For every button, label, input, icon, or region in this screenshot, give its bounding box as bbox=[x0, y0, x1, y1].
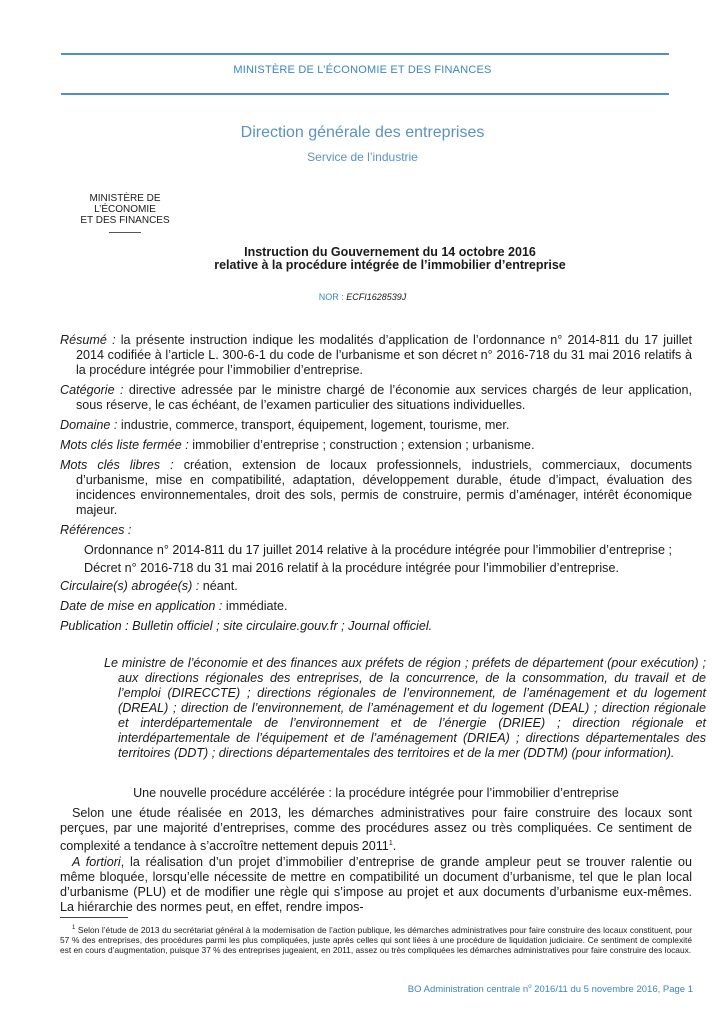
meta-references bbox=[60, 523, 692, 538]
service-subtitle: Service de l’industrie bbox=[307, 150, 418, 164]
footer-bulletin: BO Administration centrale n bbox=[407, 984, 529, 996]
footnote-number: 1 bbox=[72, 925, 76, 931]
addressee-paragraph: Le ministre de l’économie et des finances aux préfets de région ; préfets de département (pour exécution) ; aux directions régionales des entreprises, de la concurrence, de la consommation, du travail et de l’emploi (DIRECCTE) ; directions régionales de l’environnement, de l’aménagement et du logement (DREAL) ; direction de l’environnement, de l’aménagement et du logement (DEAL) ; direction régionale et interdépartementale de l’environnement et de l’énergie (DRIEE) ; direction régionale et interdépartementale de l’équipement et de l’aménagement (DRIEA) ; directions départementales des territoires (DDT) ; directions départementales des territoires et de la mer (DDTM) (pour information). bbox=[104, 656, 706, 760]
meta-categorie bbox=[60, 383, 692, 413]
meta-date-application bbox=[60, 599, 692, 614]
ministry-block-separator bbox=[109, 232, 141, 233]
ministry-block-line2: ET DES FINANCES bbox=[80, 215, 170, 226]
meta-mots-cles-fermee-label: Mots clés liste fermée : bbox=[60, 438, 189, 452]
meta-circulaires-label: Circulaire(s) abrogée(s) : bbox=[60, 579, 200, 593]
meta-circulaires-text: néant. bbox=[202, 579, 238, 593]
section-heading: Une nouvelle procédure accélérée : la procédure intégrée pour l’immobilier d’entreprise bbox=[133, 786, 619, 800]
meta-mots-cles-fermee bbox=[60, 438, 692, 453]
metadata-block bbox=[60, 333, 692, 639]
ministry-block-line1: MINISTÈRE DE L’ÉCONOMIE bbox=[89, 193, 161, 215]
meta-categorie-text: directive adressée par le ministre chargé de l’économie aux services chargés de leur application, sous réserve, le cas échéant, de l’examen particulier des situations individuelles. bbox=[76, 383, 692, 412]
meta-date-application-text: immédiate. bbox=[225, 599, 288, 613]
ministry-block bbox=[60, 193, 190, 233]
meta-domaine-text: industrie, commerce, transport, équipement, logement, tourisme, mer. bbox=[120, 418, 510, 432]
meta-resume bbox=[60, 333, 692, 378]
meta-categorie-label: Catégorie : bbox=[60, 383, 124, 397]
direction-title: Direction générale des entreprises bbox=[240, 124, 485, 141]
meta-date-application-label: Date de mise en application : bbox=[60, 599, 223, 613]
meta-resume-text: la présente instruction indique les modalités d’application de l’ordonnance n° 2014-811 du 17 juillet 2014 codifiée à l’article L. 300-6-1 du code de l’urbanisme et son décret n° 2016-718 du 31 mai 2016 relatifs à la procédure intégrée pour l’immobilier d’entreprise. bbox=[76, 333, 692, 377]
meta-mots-cles-libres-label: Mots clés libres : bbox=[60, 458, 174, 472]
instruction-title-line2: relative à la procédure intégrée de l’immobilier d’entreprise bbox=[214, 258, 566, 272]
reference-item: Ordonnance n° 2014-811 du 17 juillet 2014 relative à la procédure intégrée pour l’immobilier d’entreprise ; bbox=[84, 543, 672, 557]
footnote-ref[interactable]: 1 bbox=[388, 840, 393, 847]
instruction-title bbox=[110, 246, 670, 272]
nor-value: ECFI1628539J bbox=[346, 292, 407, 302]
meta-resume-label: Résumé : bbox=[60, 333, 116, 347]
meta-domaine-label: Domaine : bbox=[60, 418, 118, 432]
meta-publication-label: Publication : bbox=[60, 619, 129, 633]
meta-mots-cles-libres-text: création, extension de locaux professionnels, industriels, commerciaux, documents d’urbanisme, mise en compatibilité, adaptation, développement durable, étude d’impact, évaluation des incidences environnementales, droit des sols, permis de construire, permis d’aménager, intérêt économique majeur. bbox=[76, 458, 692, 517]
nor-reference bbox=[0, 292, 725, 302]
footnote-separator bbox=[60, 917, 128, 918]
ministry-banner: MINISTÈRE DE L’ÉCONOMIE ET DES FINANCES bbox=[233, 64, 492, 76]
meta-domaine bbox=[60, 418, 692, 433]
footnote-text: Selon l’étude de 2013 du secrétariat général à la modernisation de l’action publique, les démarches administratives pour faire construire des locaux constituent, pour 57 % des entreprises, des procédures parmi les plus compliquées, juste après celles qui sont liées à une procédure de liquidation judiciaire. Ce sentiment de complexité est en cours d’augmentation, puisque 37 % des entreprises jugeaient, en 2011, assez ou très compliquées les démarches administratives pour faire construire des locaux. bbox=[60, 924, 693, 955]
instruction-title-line1: Instruction du Gouvernement du 14 octobre 2016 bbox=[244, 245, 536, 259]
meta-publication bbox=[60, 619, 692, 634]
meta-mots-cles-libres bbox=[60, 458, 692, 518]
header-bottom-rule bbox=[61, 93, 669, 95]
body-paragraph-1-text: Selon une étude réalisée en 2013, les démarches administratives pour faire construire des locaux sont perçues, par une majorité d’entreprises, comme des procédures assez ou très compliquées. Ce sentiment de complexité a tendance à s’accroître nettement depuis 2011 bbox=[60, 806, 692, 854]
footnote bbox=[60, 923, 692, 955]
reference-item: Décret n° 2016-718 du 31 mai 2016 relatif à la procédure intégrée pour l’immobilier d’entreprise. bbox=[84, 561, 619, 575]
body-paragraph-2-text: , la réalisation d’un projet d’immobilier d’entreprise de grande ampleur peut se trouver ralentie ou même bloquée, lorsqu’elle nécessite de mettre en compatibilité un document d’urbanisme, tel que le plan local d’urbanisme (PLU) et de modifier une règle qui s’impose au projet et aux documents d’urbanisme eux-mêmes. La hiérarchie des normes peut, en effet, rendre impos- bbox=[60, 855, 693, 914]
footer-number-sup: o bbox=[528, 984, 532, 990]
header-top-rule bbox=[61, 53, 669, 55]
nor-label: NOR : bbox=[318, 292, 344, 302]
footer-issue: 2016/11 du 5 novembre 2016, Page 1 bbox=[531, 984, 693, 996]
body-paragraph-2-lead: A fortiori bbox=[72, 855, 121, 869]
meta-references-label: Références : bbox=[60, 523, 132, 537]
body-paragraph-1: Selon une étude réalisée en 2013, les démarches administratives pour faire construire des locaux sont perçues, par une majorité d’entreprises, comme des procédures assez ou très compliquées. Ce sentiment de complexité a tendance à s’accroître nettement depuis 2011$^1$. bbox=[60, 806, 692, 854]
meta-mots-cles-fermee-text: immobilier d’entreprise ; construction ; extension ; urbanisme. bbox=[192, 438, 535, 452]
body-paragraph-2 bbox=[60, 855, 692, 915]
meta-circulaires bbox=[60, 579, 692, 594]
page-footer bbox=[408, 984, 693, 995]
meta-publication-text: Bulletin officiel ; site circulaire.gouv.fr ; Journal officiel. bbox=[132, 619, 433, 633]
